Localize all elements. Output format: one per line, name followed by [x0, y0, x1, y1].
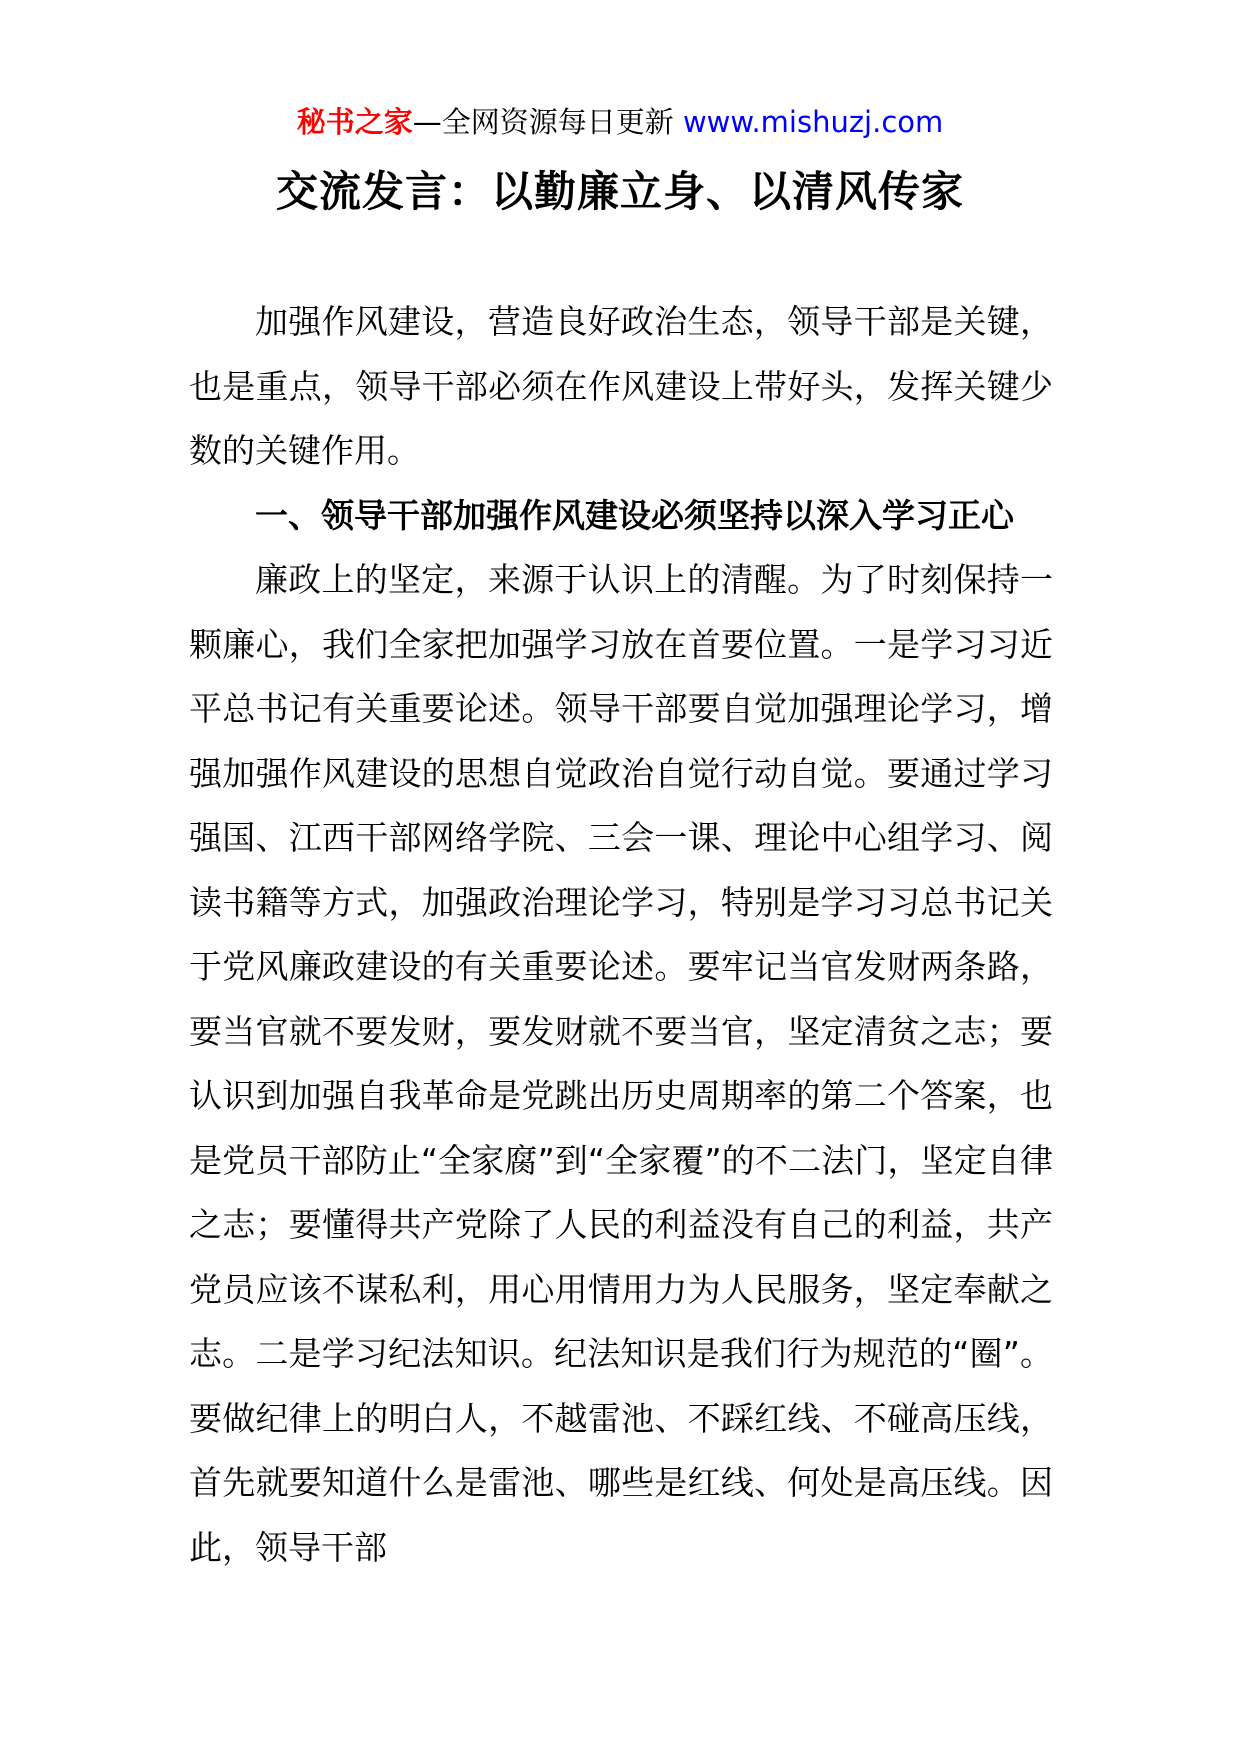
- brand-name: 秘书之家: [296, 105, 413, 139]
- site-header: [0, 100, 1240, 144]
- site-url: www.mishuzj.com: [682, 105, 944, 139]
- body-paragraph: 廉政上的坚定，来源于认识上的清醒。为了时刻保持一颗廉心，我们全家把加强学习放在首要位置。一是学习习近平总书记有关重要论述。领导干部要自觉加强理论学习，增强加强作风建设的思想自觉政治自觉行动自觉。要通过学习强国、江西干部网络学院、三会一课、理论中心组学习、阅读书籍等方式，加强政治理论学习，特别是学习习总书记关于党风廉政建设的有关重要论述。要牢记当官发财两条路，要当官就不要发财，要发财就不要当官，坚定清贫之志；要认识到加强自我革命是党跳出历史周期率的第二个答案，也是党员干部防止“全家腐”到“全家覆”的不二法门，坚定自律之志；要懂得共产党除了人民的利益没有自己的利益，共产党员应该不谋私利，用心用情用力为人民服务，坚定奉献之志。二是学习纪法知识。纪法知识是我们行为规范的“圈”。要做纪律上的明白人，不越雷池、不踩红线、不碰高压线，首先就要知道什么是雷池、哪些是红线、何处是高压线。因此，领导干部: [189, 560, 1053, 1567]
- intro-paragraph: 加强作风建设，营造良好政治生态，领导干部是关键，也是重点，领导干部必须在作风建设上带好头，发挥关键少数的关键作用。: [189, 302, 1053, 470]
- document-title: 交流发言：以勤廉立身、以清风传家: [275, 167, 964, 216]
- section-heading: 一、领导干部加强作风建设必须坚持以深入学习正心: [255, 495, 1014, 535]
- header-slogan: —全网资源每日更新: [412, 105, 683, 139]
- document-body: [189, 290, 1053, 1580]
